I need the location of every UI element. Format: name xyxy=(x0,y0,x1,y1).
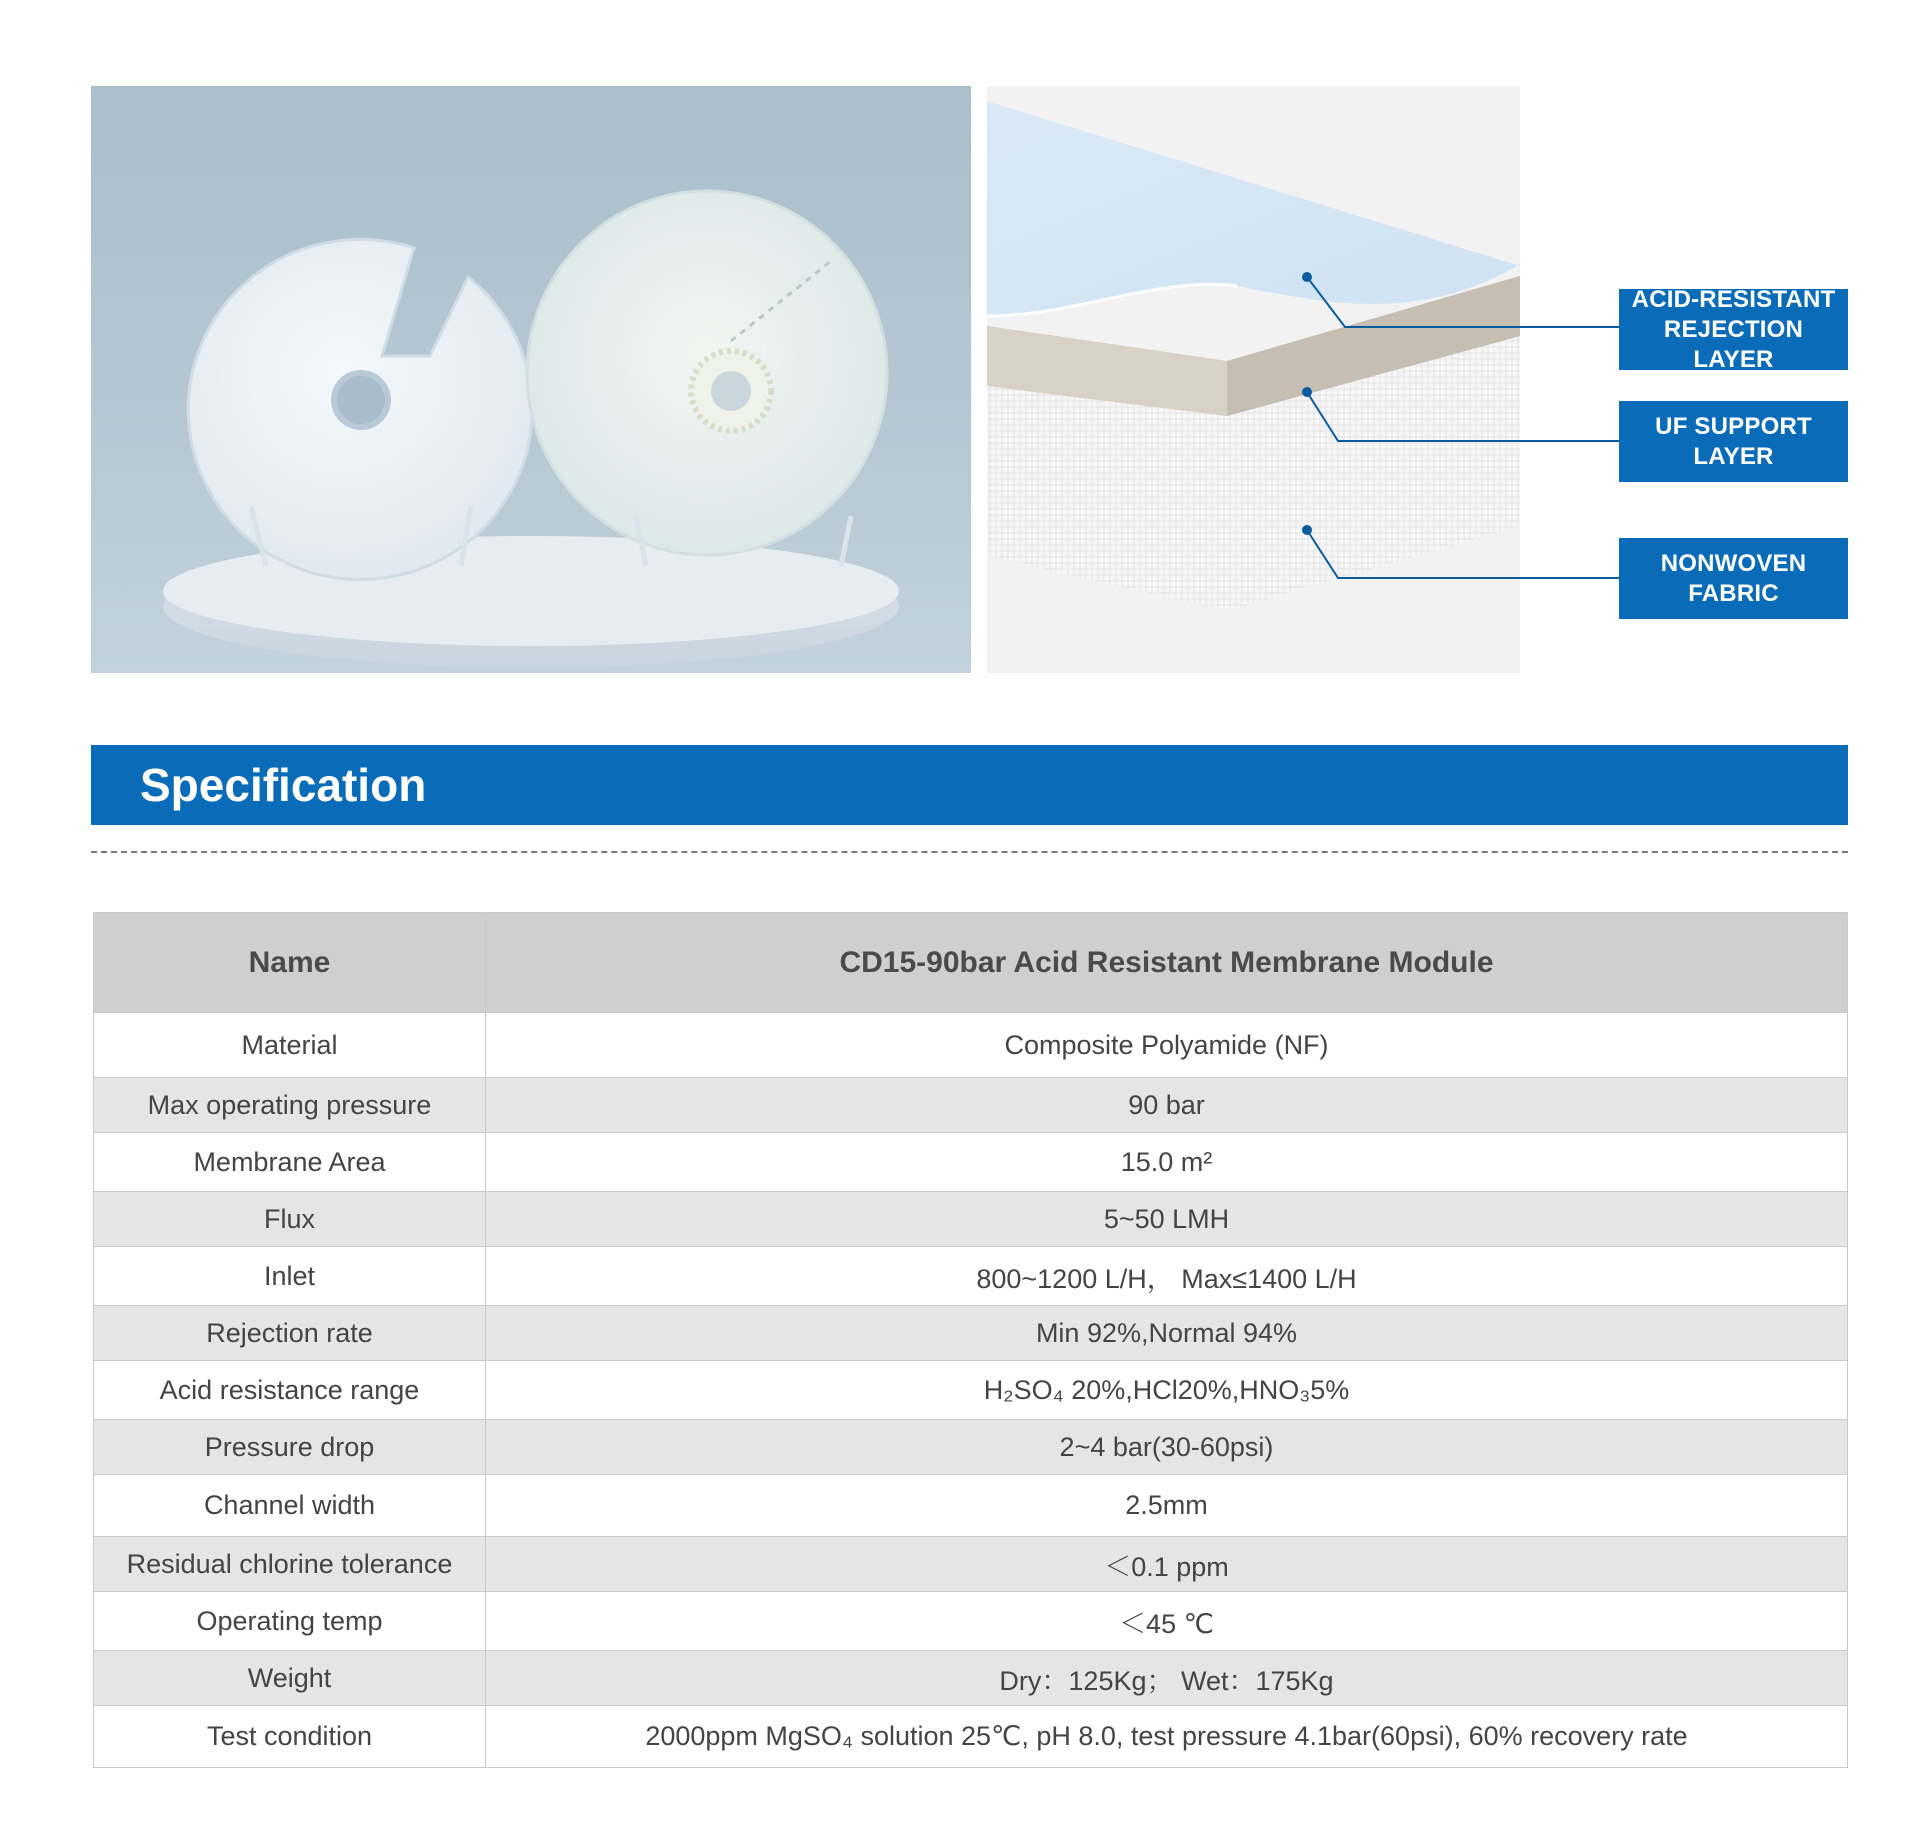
table-header-row xyxy=(94,913,1848,1013)
row-name: Residual chlorine tolerance xyxy=(94,1537,486,1592)
table-row xyxy=(94,1013,1848,1078)
row-value: Composite Polyamide (NF) xyxy=(486,1013,1848,1078)
table-row xyxy=(94,1475,1848,1537)
dashed-divider xyxy=(91,851,1848,853)
specification-table xyxy=(93,912,1848,1768)
row-name: Max operating pressure xyxy=(94,1078,486,1133)
row-value: 5~50 LMH xyxy=(486,1192,1848,1247)
row-value: ＜0.1 ppm xyxy=(486,1537,1848,1592)
left-membrane-disc xyxy=(188,239,532,579)
table-row xyxy=(94,1133,1848,1192)
row-name: Rejection rate xyxy=(94,1306,486,1361)
row-name: Operating temp xyxy=(94,1592,486,1651)
membrane-discs-illustration xyxy=(91,86,971,673)
table-row xyxy=(94,1537,1848,1592)
table-row xyxy=(94,1192,1848,1247)
table-row xyxy=(94,1651,1848,1706)
header-value: CD15-90bar Acid Resistant Membrane Module xyxy=(486,913,1848,1013)
table-row xyxy=(94,1247,1848,1306)
label-nonwoven-fabric: NONWOVEN FABRIC xyxy=(1619,538,1848,619)
row-value: 90 bar xyxy=(486,1078,1848,1133)
row-name: Flux xyxy=(94,1192,486,1247)
membrane-layer-diagram xyxy=(987,86,1520,673)
table-row xyxy=(94,1706,1848,1768)
row-name: Channel width xyxy=(94,1475,486,1537)
table-row xyxy=(94,1420,1848,1475)
row-value: Dry：125Kg； Wet：175Kg xyxy=(486,1651,1848,1706)
label-rejection-layer: ACID-RESISTANT REJECTION LAYER xyxy=(1619,289,1848,370)
row-name: Membrane Area xyxy=(94,1133,486,1192)
header-name: Name xyxy=(94,913,486,1013)
row-name: Material xyxy=(94,1013,486,1078)
row-value: 800~1200 L/H， Max≤1400 L/H xyxy=(486,1247,1848,1306)
specification-banner xyxy=(91,745,1848,825)
row-name: Weight xyxy=(94,1651,486,1706)
table-row xyxy=(94,1078,1848,1133)
row-name: Acid resistance range xyxy=(94,1361,486,1420)
row-value: 2.5mm xyxy=(486,1475,1848,1537)
row-value: H₂SO₄ 20%,HCl20%,HNO₃5% xyxy=(486,1361,1848,1420)
table-row xyxy=(94,1306,1848,1361)
product-photo xyxy=(91,86,971,673)
layer-cross-section xyxy=(987,86,1520,673)
label-uf-support-layer: UF SUPPORT LAYER xyxy=(1619,401,1848,482)
row-name: Pressure drop xyxy=(94,1420,486,1475)
row-value: Min 92%,Normal 94% xyxy=(486,1306,1848,1361)
row-name: Inlet xyxy=(94,1247,486,1306)
row-value: ＜45 ℃ xyxy=(486,1592,1848,1651)
row-name: Test condition xyxy=(94,1706,486,1768)
table-row xyxy=(94,1361,1848,1420)
row-value: 2000ppm MgSO₄ solution 25℃, pH 8.0, test pressure 4.1bar(60psi), 60% recovery rate xyxy=(486,1706,1848,1768)
right-membrane-disc xyxy=(527,191,887,555)
row-value: 2~4 bar(30-60psi) xyxy=(486,1420,1848,1475)
table-row xyxy=(94,1592,1848,1651)
section-title: Specification xyxy=(140,759,427,811)
row-value: 15.0 m² xyxy=(486,1133,1848,1192)
